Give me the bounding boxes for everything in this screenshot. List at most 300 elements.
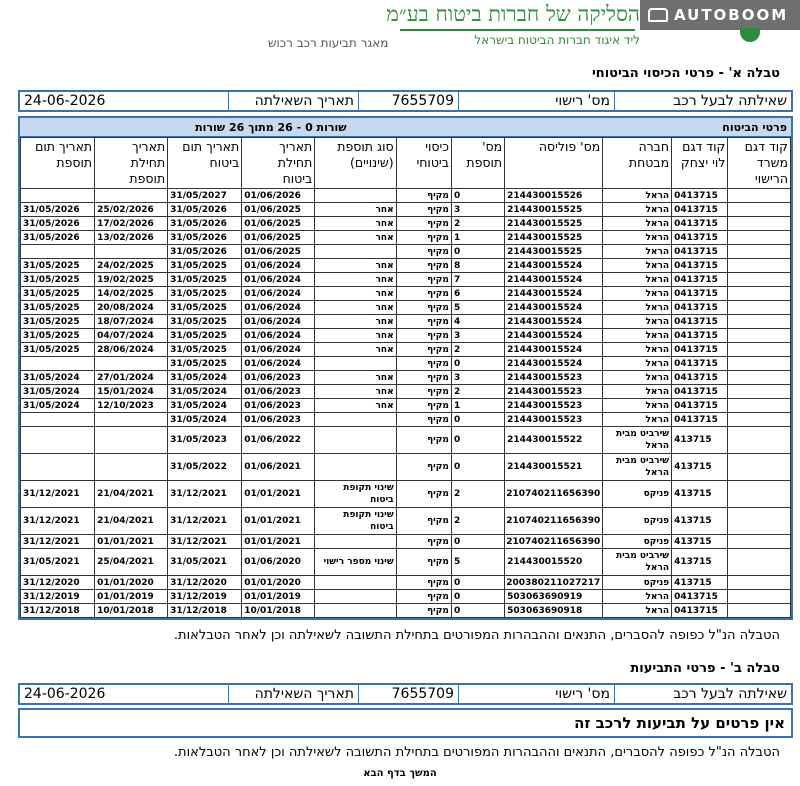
no-claims-message: אין פרטים על תביעות לרכב זה [18,708,793,738]
col-moi-code-cell [728,231,791,245]
col-add-start-cell: 25/04/2021 [95,549,168,576]
col-addendum-no-cell: 2 [451,481,504,508]
table-row [21,189,791,203]
table-row [21,604,791,618]
col-levi-code-cell: 0413715 [672,413,728,427]
col-addendum-no-cell: 6 [451,287,504,301]
date-value: 24-06-2026 [24,686,106,702]
insurance-details-label: פרטי הביטוח [722,120,787,134]
col-ins-start-cell: 01/01/2020 [242,576,315,590]
col-ins-start-cell: 01/06/2023 [242,371,315,385]
col-add-end-cell: 31/05/2026 [21,231,95,245]
col-add-end-cell: 31/05/2026 [21,203,95,217]
table-row [21,329,791,343]
col-coverage-cell: מקיף [396,590,451,604]
col-addendum-type-cell: אחר [315,329,396,343]
col-addendum-no-cell: 2 [451,343,504,357]
col-moi-code-cell [728,508,791,535]
coverage-table [18,116,793,620]
col-moi-code-cell [728,535,791,549]
col-ins-start-cell: 01/06/2024 [242,315,315,329]
col-add-end-cell: 31/05/2025 [21,315,95,329]
col-coverage-cell: מקיף [396,427,451,454]
col-ins-end-cell: 31/05/2026 [168,245,242,259]
col-add-end-cell: 31/12/2018 [21,604,95,618]
col-levi-code-cell: 0413715 [672,604,728,618]
table-row [21,371,791,385]
col-policy-header: מס' פוליסה [505,138,603,189]
col-addendum-no-cell: 0 [451,245,504,259]
col-add-end-cell: 31/12/2021 [21,508,95,535]
col-ins-start-cell: 01/06/2024 [242,287,315,301]
col-addendum-type-cell [315,357,396,371]
col-add-end-cell [21,357,95,371]
col-add-end-cell [21,454,95,481]
col-addendum-type-cell: אחר [315,231,396,245]
table-body [21,189,791,618]
col-policy-cell: 214430015525 [505,231,603,245]
col-insurer-header: חברה מבטחת [603,138,672,189]
col-policy-cell: 214430015524 [505,357,603,371]
col-coverage-cell: מקיף [396,203,451,217]
col-add-start-cell [95,357,168,371]
col-moi-code-cell [728,549,791,576]
col-add-end-cell [21,413,95,427]
header-divider [400,29,635,31]
col-moi-code-cell [728,203,791,217]
col-add-start-cell [95,245,168,259]
col-policy-cell: 214430015525 [505,245,603,259]
col-add-end-cell: 31/05/2025 [21,301,95,315]
col-addendum-no-cell: 0 [451,427,504,454]
col-moi-code-cell [728,259,791,273]
col-coverage-cell: מקיף [396,413,451,427]
col-coverage-cell: מקיף [396,189,451,203]
col-policy-cell: 214430015524 [505,329,603,343]
col-coverage-cell: מקיף [396,287,451,301]
col-add-end-cell: 31/05/2025 [21,259,95,273]
col-addendum-no-cell: 8 [451,259,504,273]
table-row [21,203,791,217]
col-insurer-cell: הראל [603,371,672,385]
license-label: מס' רישוי [458,92,614,110]
col-addendum-no-cell: 0 [451,604,504,618]
col-coverage-cell: מקיף [396,259,451,273]
col-levi-code-cell: 0413715 [672,371,728,385]
col-ins-end-cell: 31/12/2021 [168,535,242,549]
col-moi-code-cell [728,427,791,454]
col-policy-cell: 503063690918 [505,604,603,618]
col-insurer-cell: הראל [603,301,672,315]
col-coverage-cell: מקיף [396,508,451,535]
col-add-start-cell: 01/01/2021 [95,535,168,549]
col-ins-start-cell: 01/06/2023 [242,385,315,399]
col-policy-cell: 214430015524 [505,301,603,315]
col-policy-cell: 214430015522 [505,427,603,454]
col-addendum-type-cell: אחר [315,315,396,329]
col-insurer-cell: הראל [603,245,672,259]
table-row [21,535,791,549]
col-ins-end-cell: 31/05/2027 [168,189,242,203]
col-levi-code-cell: 0413715 [672,245,728,259]
col-policy-cell: 210740211656390 [505,535,603,549]
col-ins-start-cell: 01/06/2024 [242,357,315,371]
col-add-start-cell: 10/01/2018 [95,604,168,618]
col-insurer-cell: הראל [603,413,672,427]
col-add-end-header: תאריך תום תוספת [21,138,95,189]
col-addendum-type-cell: אחר [315,343,396,357]
col-insurer-cell: פניקס [603,508,672,535]
col-addendum-type-cell: אחר [315,287,396,301]
col-add-start-cell: 13/02/2026 [95,231,168,245]
table-a-title: טבלה א' - פרטי הכיסוי הביטוחי [591,66,780,81]
col-ins-end-cell: 31/05/2026 [168,217,242,231]
col-moi-code-cell [728,315,791,329]
col-add-start-cell: 12/10/2023 [95,399,168,413]
owner-label: שאילתה לבעל רכב [614,685,791,703]
col-add-end-cell: 31/05/2024 [21,385,95,399]
col-policy-cell: 214430015523 [505,399,603,413]
col-levi-code-cell: 0413715 [672,203,728,217]
col-levi-code-cell: 0413715 [672,217,728,231]
col-add-end-cell: 31/05/2025 [21,287,95,301]
col-addendum-no-cell: 3 [451,371,504,385]
page-header [0,0,800,58]
col-addendum-type-cell [315,454,396,481]
col-addendum-no-cell: 4 [451,315,504,329]
col-coverage-cell: מקיף [396,245,451,259]
col-policy-cell: 214430015521 [505,454,603,481]
table-header-row [21,138,791,189]
table-b-query-bar [18,683,793,705]
table-row [21,508,791,535]
col-moi-code-cell [728,454,791,481]
col-add-end-cell: 31/05/2024 [21,399,95,413]
col-ins-start-header: תאריך תחילת ביטוח [242,138,315,189]
col-levi-code-cell: 0413715 [672,385,728,399]
table-row [21,454,791,481]
col-levi-code-cell: 413715 [672,454,728,481]
col-coverage-cell: מקיף [396,343,451,357]
col-add-end-cell: 31/05/2025 [21,329,95,343]
col-moi-code-cell [728,273,791,287]
table-row [21,427,791,454]
col-add-start-cell: 21/04/2021 [95,508,168,535]
col-policy-cell: 214430015525 [505,217,603,231]
col-levi-code-header: קוד דגם לוי יצחק [672,138,728,189]
col-levi-code-cell: 0413715 [672,287,728,301]
col-coverage-cell: מקיף [396,273,451,287]
col-levi-code-cell: 0413715 [672,357,728,371]
col-add-end-cell: 31/05/2024 [21,371,95,385]
col-policy-cell: 214430015524 [505,273,603,287]
col-addendum-type-cell [315,604,396,618]
col-levi-code-cell: 0413715 [672,329,728,343]
col-addendum-no-header: מס' תוספת [451,138,504,189]
col-levi-code-cell: 413715 [672,576,728,590]
col-ins-end-cell: 31/12/2018 [168,604,242,618]
col-coverage-cell: מקיף [396,481,451,508]
col-addendum-type-cell: אחר [315,301,396,315]
table-row [21,301,791,315]
col-insurer-cell: הראל [603,217,672,231]
table-row [21,549,791,576]
company-title: הסליקה של חברות ביטוח בע״מ [386,2,640,26]
col-policy-cell: 210740211656390 [505,481,603,508]
col-coverage-header: כיסוי ביטוחי [396,138,451,189]
table-row [21,590,791,604]
col-add-end-cell: 31/12/2021 [21,481,95,508]
col-addendum-type-cell [315,535,396,549]
col-coverage-cell: מקיף [396,385,451,399]
col-ins-start-cell: 01/06/2024 [242,343,315,357]
col-ins-start-cell: 01/06/2025 [242,203,315,217]
col-levi-code-cell: 413715 [672,535,728,549]
col-ins-start-cell: 01/01/2021 [242,481,315,508]
col-add-end-cell: 31/12/2020 [21,576,95,590]
col-ins-end-cell: 31/05/2024 [168,385,242,399]
col-moi-code-cell [728,399,791,413]
table-row [21,399,791,413]
col-addendum-type-cell: אחר [315,259,396,273]
table-a-toolbar [20,118,791,137]
col-moi-code-cell [728,357,791,371]
col-add-start-cell: 20/08/2024 [95,301,168,315]
col-ins-start-cell: 01/06/2024 [242,273,315,287]
col-ins-end-cell: 31/12/2020 [168,576,242,590]
col-ins-end-cell: 31/12/2019 [168,590,242,604]
col-policy-cell: 214430015520 [505,549,603,576]
col-policy-cell: 214430015524 [505,259,603,273]
col-addendum-type-cell [315,245,396,259]
col-add-end-cell: 31/05/2025 [21,273,95,287]
col-ins-end-cell: 31/05/2025 [168,259,242,273]
col-ins-start-cell: 01/06/2025 [242,217,315,231]
col-add-end-cell: 31/05/2025 [21,343,95,357]
col-addendum-no-cell: 3 [451,329,504,343]
col-ins-end-cell: 31/05/2021 [168,549,242,576]
col-add-end-cell: 31/05/2026 [21,217,95,231]
col-coverage-cell: מקיף [396,301,451,315]
col-add-start-cell: 27/01/2024 [95,371,168,385]
col-addendum-type-cell: אחר [315,371,396,385]
col-ins-end-cell: 31/05/2026 [168,231,242,245]
col-addendum-no-cell: 2 [451,508,504,535]
col-ins-start-cell: 01/06/2024 [242,259,315,273]
col-moi-code-cell [728,245,791,259]
col-levi-code-cell: 0413715 [672,273,728,287]
col-add-start-cell: 01/01/2020 [95,576,168,590]
col-ins-start-cell: 01/06/2025 [242,231,315,245]
col-add-start-header: תאריך תחילת תוספת [95,138,168,189]
col-addendum-type-cell: שינוי תקופת ביטוח [315,481,396,508]
col-moi-code-cell [728,217,791,231]
col-insurer-cell: הראל [603,590,672,604]
col-coverage-cell: מקיף [396,576,451,590]
col-add-start-cell [95,427,168,454]
col-addendum-type-cell [315,189,396,203]
col-addendum-type-cell [315,590,396,604]
col-addendum-type-cell: אחר [315,399,396,413]
col-coverage-cell: מקיף [396,399,451,413]
col-add-start-cell [95,454,168,481]
col-policy-cell: 214430015525 [505,203,603,217]
license-label: מס' רישוי [458,685,614,703]
license-value: 7655709 [358,685,458,703]
col-add-end-cell: 31/12/2021 [21,535,95,549]
col-add-end-cell [21,245,95,259]
table-b-title: טבלה ב' - פרטי התביעות [630,661,780,676]
col-addendum-no-cell: 0 [451,189,504,203]
col-moi-code-cell [728,413,791,427]
col-add-end-cell [21,427,95,454]
col-ins-start-cell: 01/06/2022 [242,427,315,454]
col-insurer-cell: הראל [603,315,672,329]
col-insurer-cell: הראל [603,203,672,217]
col-coverage-cell: מקיף [396,315,451,329]
col-ins-start-cell: 10/01/2018 [242,604,315,618]
col-policy-cell: 214430015524 [505,287,603,301]
col-addendum-no-cell: 1 [451,231,504,245]
col-insurer-cell: פניקס [603,535,672,549]
col-add-start-cell: 15/01/2024 [95,385,168,399]
table-row [21,357,791,371]
logo-icon [740,28,760,42]
date-label: תאריך השאילתה [228,685,358,703]
rows-count-label: שורות 0 - 26 מתוך 26 שורות [195,120,347,134]
col-levi-code-cell: 413715 [672,481,728,508]
col-ins-end-cell: 31/05/2025 [168,301,242,315]
continued-label: המשך בדף הבא [363,768,437,779]
col-add-end-cell: 31/05/2021 [21,549,95,576]
col-levi-code-cell: 0413715 [672,315,728,329]
col-addendum-no-cell: 7 [451,273,504,287]
col-add-start-cell: 19/02/2025 [95,273,168,287]
col-addendum-type-cell: שינוי מספר רישוי [315,549,396,576]
col-addendum-type-cell: אחר [315,385,396,399]
col-levi-code-cell: 0413715 [672,343,728,357]
col-insurer-cell: שירביט מבית הראל [603,427,672,454]
col-addendum-type-header: סוג תוספת (שינויים) [315,138,396,189]
col-policy-cell: 214430015526 [505,189,603,203]
car-icon [648,8,668,22]
col-insurer-cell: הראל [603,287,672,301]
col-ins-end-cell: 31/05/2025 [168,343,242,357]
col-add-start-cell: 18/07/2024 [95,315,168,329]
watermark [640,0,800,30]
col-ins-start-cell: 01/06/2024 [242,301,315,315]
col-add-start-cell: 24/02/2025 [95,259,168,273]
table-row [21,217,791,231]
col-insurer-cell: הראל [603,385,672,399]
col-policy-cell: 503063690919 [505,590,603,604]
table-row [21,385,791,399]
col-addendum-type-cell: אחר [315,203,396,217]
col-addendum-no-cell: 0 [451,413,504,427]
database-name: מאגר תביעות רכב רכוש [268,36,389,50]
col-coverage-cell: מקיף [396,535,451,549]
col-ins-start-cell: 01/06/2020 [242,549,315,576]
col-insurer-cell: שירביט מבית הראל [603,454,672,481]
col-addendum-type-cell: אחר [315,217,396,231]
table-row [21,413,791,427]
table-row [21,231,791,245]
col-levi-code-cell: 0413715 [672,231,728,245]
watermark-text: AUTOBOOM [674,6,789,24]
col-moi-code-cell [728,301,791,315]
col-moi-code-cell [728,604,791,618]
col-addendum-no-cell: 0 [451,357,504,371]
col-coverage-cell: מקיף [396,231,451,245]
col-moi-code-cell [728,189,791,203]
col-policy-cell: 214430015523 [505,371,603,385]
col-levi-code-cell: 413715 [672,508,728,535]
table-row [21,576,791,590]
col-insurer-cell: הראל [603,357,672,371]
col-coverage-cell: מקיף [396,604,451,618]
col-moi-code-cell [728,343,791,357]
license-value: 7655709 [358,92,458,110]
col-ins-end-cell: 31/05/2025 [168,315,242,329]
col-ins-end-cell: 31/12/2021 [168,481,242,508]
table-a-note: הטבלה הנ"ל כפופה להסברים, התנאים וההבהרות המפורטים בתחילת התשובה לשאילתה וכן לאחר הטבלאות. [173,628,780,643]
col-addendum-no-cell: 5 [451,549,504,576]
col-coverage-cell: מקיף [396,217,451,231]
table-row [21,343,791,357]
col-moi-code-header: קוד דגם משרד הרישוי [728,138,791,189]
owner-label: שאילתה לבעל רכב [614,92,791,110]
col-addendum-type-cell: אחר [315,273,396,287]
col-add-start-cell [95,413,168,427]
col-addendum-no-cell: 0 [451,454,504,481]
col-insurer-cell: שירביט מבית הראל [603,549,672,576]
col-ins-start-cell: 01/01/2021 [242,535,315,549]
col-addendum-no-cell: 5 [451,301,504,315]
col-moi-code-cell [728,371,791,385]
table-b-note: הטבלה הנ"ל כפופה להסברים, התנאים וההבהרות המפורטים בתחילת התשובה לשאילתה וכן לאחר הטבלאות. [173,745,780,760]
col-ins-start-cell: 01/06/2021 [242,454,315,481]
col-add-start-cell: 01/01/2019 [95,590,168,604]
col-add-start-cell: 17/02/2026 [95,217,168,231]
col-ins-end-cell: 31/05/2025 [168,329,242,343]
col-ins-end-cell: 31/05/2022 [168,454,242,481]
coverage-grid [20,137,791,618]
col-policy-cell: 214430015523 [505,385,603,399]
col-addendum-no-cell: 0 [451,576,504,590]
col-levi-code-cell: 413715 [672,549,728,576]
col-moi-code-cell [728,287,791,301]
col-ins-end-cell: 31/05/2026 [168,203,242,217]
col-ins-end-header: תאריך תום ביטוח [168,138,242,189]
table-row [21,481,791,508]
col-addendum-no-cell: 0 [451,590,504,604]
col-ins-start-cell: 01/06/2023 [242,399,315,413]
col-policy-cell: 200380211027217 [505,576,603,590]
table-row [21,315,791,329]
col-ins-start-cell: 01/06/2023 [242,413,315,427]
col-moi-code-cell [728,329,791,343]
col-levi-code-cell: 0413715 [672,189,728,203]
table-row [21,259,791,273]
col-add-start-cell: 28/06/2024 [95,343,168,357]
col-add-start-cell: 14/02/2025 [95,287,168,301]
company-subtitle: ליד איגוד חברות הביטוח בישראל [474,33,640,47]
col-moi-code-cell [728,481,791,508]
col-policy-cell: 210740211656390 [505,508,603,535]
col-addendum-no-cell: 2 [451,385,504,399]
col-addendum-no-cell: 2 [451,217,504,231]
col-ins-end-cell: 31/05/2024 [168,413,242,427]
